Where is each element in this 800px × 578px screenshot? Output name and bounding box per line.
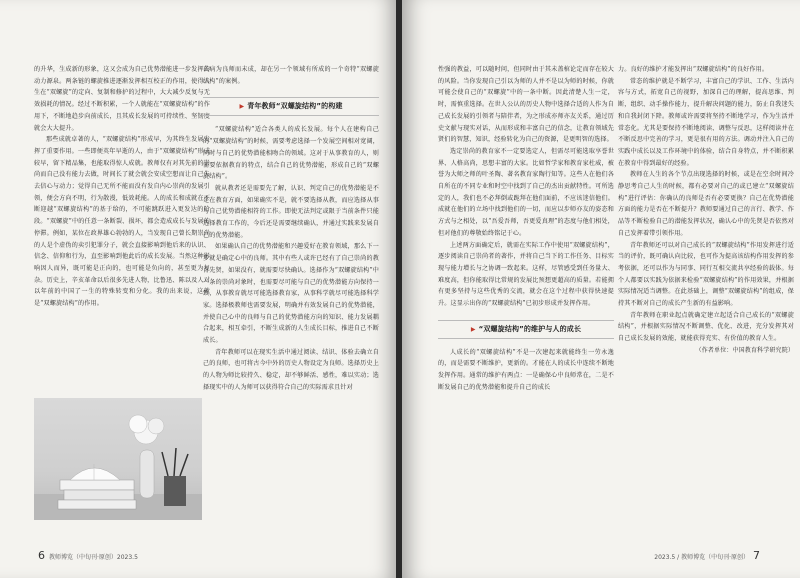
page-folio — [654, 549, 764, 562]
magazine-issue: 教师博览（中旬刊·原创）2023.5 — [49, 554, 138, 561]
paragraph: 人成长的“双螺旋结构”不是一次建起来就能终生一劳永逸的，而是需要不断维护，更新的。才能在人的成长中连续不断地发挥作用。通常的维护有两点：一是确保心中良师常在，二是不断发展自己的优势潜能和提升自己的成长 — [438, 348, 614, 391]
paragraph: 性强的教益，可以随时问，但同时由于其未盖棺论定而存在较大的风险。当你发现自己引以为师的人并不是以为师的时候，你就可能会使自己的“双螺旋”中的一条中断。因此清楚人生一定，时，需慎重选择。在世人公认的历史人物中选择合适的人作为自己成长发展的引领者与陪伴者，为之形成亦师亦友关系，通过历史文献与现实对话，从而形成和丰富自己的信念，让教育领域先贤们的智慧，知识，经验转化为自己的资源，是更明智的选择。 — [438, 66, 614, 144]
section-heading: ▶ “双螺旋结构”的维护与人的成长 — [438, 320, 614, 339]
paragraph: 去病为良师而未成，却在另一个领域有所成的一个奇特“双螺旋结构”的案例。 — [203, 66, 379, 85]
page-number: 7 — [753, 549, 760, 562]
right-column-1 — [438, 64, 614, 394]
paragraph: 那些成就卓著的人，“双螺旋结构”形成早，为其终生发展发挥了重要作用。一些即便英年早逝的人，由于“双螺旋结构”形成较早，留下精品集，也能取得惊人成就。教师仅有对其先前的崇尚而自己没有能力去做，时间长了就会就会安成空想而让自己失去信心与动力；觉得自己无所不能而没有发自内心崇尚的发展引领，便会方向不明，行为散漫，低效耗能。人的成长和成就在不断迎越“双螺旋结构”的基于给的，不可能跳跃进入更发达的阶段。“双螺旋”中的任意一条断裂、损坏，都会造成成长与发展的停滞。例如，某位在政界雄心勃勃的人，当发现自己曾长期崇尚的人是个虚伪的卖引犯罪分子，就会直接影响到他后来的认识、信念、信仰和行为，直至影响到他此后的成长发展。当然这种影响因人而异，既可能是正向的，也可能是负向的，甚至更为复杂。历史上，辛亥革命以后很多先进人物，比鲁迅、陈以及人对以年前的中国了一生的特殊转变和分化。我的出来说，这就是“双螺旋结构”的作用。 — [34, 136, 210, 308]
paragraph: 选定崇尚的教育家不一定要选定人，但需尽可能选取享誉世界、人格高尚，思想丰富的大家。比如哲学家和教育家杜威，被誉为大师之师的叶圣陶、著名教育家陶行知等。这些人在他们各自所在的不同专业和时空中找到了自己的杰出贡献特性。可所选定的人，我们也不必拜倒或跪拜在他们面前，不应该迷信他们。成就在他们的立场中找到他们的一切，而应以步师亦友的姿态和方式与之相处，以“吾爱吾师，吾更爱真理”的态度与他们相处，但对他们的尊敬始终铭记于心。 — [438, 147, 614, 237]
paragraph: 青年教师还可以对自己成长的“双螺旋结构”作用发挥进行适当的评价，既可确认向比较，也可作为提高该结构作用发挥的参考依据，还可以作为与同事、同行互相交流共享经验的载体。每个人都要以实践为依据来检验“双螺旋结构”的作用效果，并根据实际情况适当调整。在此基础上，调整“双螺旋结构”的组成，保持其不断对自己的成长产生新的有益影响。 — [618, 241, 794, 308]
section-heading: ▶ 青年教师“双螺旋结构”的构建 — [203, 97, 379, 116]
magazine-issue: 2023.5 / 教师博览（中旬刊·原创） — [654, 554, 749, 561]
left-column-1 — [34, 64, 210, 336]
left-column-2 — [203, 64, 379, 394]
triangle-icon: ▶ — [239, 103, 245, 111]
books-photo — [34, 398, 202, 520]
still-life-image — [34, 398, 202, 520]
paragraph: 如果确认自己的优势潜能和兴趣爱好在教育领域，那么下一步就是确定心中的良师。其中有些人或许已经有了自己崇尚的教育先贤，如果没有，就需要尽快确认。选择作为“双螺旋结构”中一条的崇尚对象时，也需要尽可能与自己的优势潜能方向保持一致，从事教育就尽可能选择教育家，从事科学就尽可能选择科学家。选择极教师也需要发展，明确并有效发展自己的优势潜能，并使自己心中的良师与自己的优势潜能方向的知识、能力发展耦合起来，相互牵引，不断生成新的人生成长目标，推进自己不断成长。 — [203, 243, 379, 345]
paragraph: 青年教师可以在现实生活中通过阅读、结识、体验去确立自己的良师，也可将古今中外的历史人物设定为良师。选择历史上的人物为师比较持久、稳定，却不够鲜活、感性，难以实动；选择现实中的人为师可以获得符合自己的实际需求且针对 — [203, 348, 379, 391]
paragraph: 就从教者还是需要先了解，认识、判定自己的优势潜能是不是在教育方面，如果确实不是，就不要选择从教，而应选择从事与自己优势潜能相符的工作。即使无法判定或限于当前条件只能选择教育工作的，今后还是需要继续确认，并通过实践来发展自己的优势潜能。 — [203, 184, 379, 239]
paragraph: 常态的维护就是不断学习，丰富自己的学识、工作、生活内容与方式，拓宽自己的视野，加深自己的理解，提高思维、判断，组织、动手操作能力，提升解决问题的能力，防止自我迷失和自我封闭下降。教师或许需要将坚持不断地学习，作为生活并常态化。尤其是要保持不断地阅读、调整与反思，这样阅读并在不断反思中完善的学习，更是很有用的方法。调动并注入自己的实践中成长以及工作环境中的体验，结合自身特点，并不断积累在教育中得到最好的经验。 — [618, 77, 794, 167]
paragraph: 教师在人生的各个节点出现选择的时候，或是在空余时间冷静思考自己人生的时候，都有必要对自己的或已建立“双螺旋结构”进行评估：你确认的良师是否有必要更换？自己在优势潜能方面的能力是否在不断提升？教师要通过自己的言行、教学、作品等不断检验自己的潜能发挥状况，确认心中的先贤是否依然对自己发挥着带引领作用。 — [618, 171, 794, 237]
triangle-icon: ▶ — [470, 325, 476, 333]
left-page — [0, 0, 398, 578]
paragraph: “双螺旋结构”适合各类人的成长发展。每个人在建构自己的“双螺旋结构”的时候，需要考虑选择一个发展空间相对宽阔，同时与自己的优势潜能相吻合的领域。这对于从事教育的人，则需要依据教育的特点，结合自己的优势潜能，形成自己的“双螺旋结构”。 — [203, 126, 379, 181]
paragraph: 力。良好的维护才能发挥出“双螺旋结构”的良好作用。 — [618, 66, 769, 73]
paragraph: 青年教师在职业起点就确定建立起适合自己成长的“双螺旋结构”，并根据实际情况不断调整、优化、改进，充分发挥其对自己成长发展的效能，就能获得充实、有价值的教育人生。 — [618, 311, 794, 343]
page-number: 6 — [38, 549, 45, 562]
right-page — [402, 0, 800, 578]
author-affiliation: （作者单位：中国教育科学研究院） — [695, 346, 794, 354]
right-column-2 — [618, 64, 794, 357]
page-folio — [34, 549, 138, 562]
paragraph: 上述两方面确定后，就需在实际工作中使用“双螺旋结构”，逐步阅读自己崇尚者的著作，并将自己当下的工作任务、目标实现与能力增长与之协调一致起来。这样，尽管感受到任务量大、难度高，但你能取得比常规的发展比预想更超高的质量。若能拥有更多坚持与这些优秀的交流，就会在这个过程中获得快速提升。这显示出你的“双螺旋结构”已初步形成并发挥作用。 — [438, 241, 614, 308]
paragraph: 的升华，生成新的形象，这又会成为自己优势潜能进一步发挥的动力源泉。两条链的螺旋推进逐渐发挥相互校正的作用，使得人生在“双螺旋”的定向、复制和修护的过程中，大大减少反复与无效损耗的情况。经过不断积累，一个人就能在“双螺旋结构”的作用下，不断地趋步向前成长，且其成长发展的可持续性、坚韧度就会大大提升。 — [34, 66, 210, 132]
